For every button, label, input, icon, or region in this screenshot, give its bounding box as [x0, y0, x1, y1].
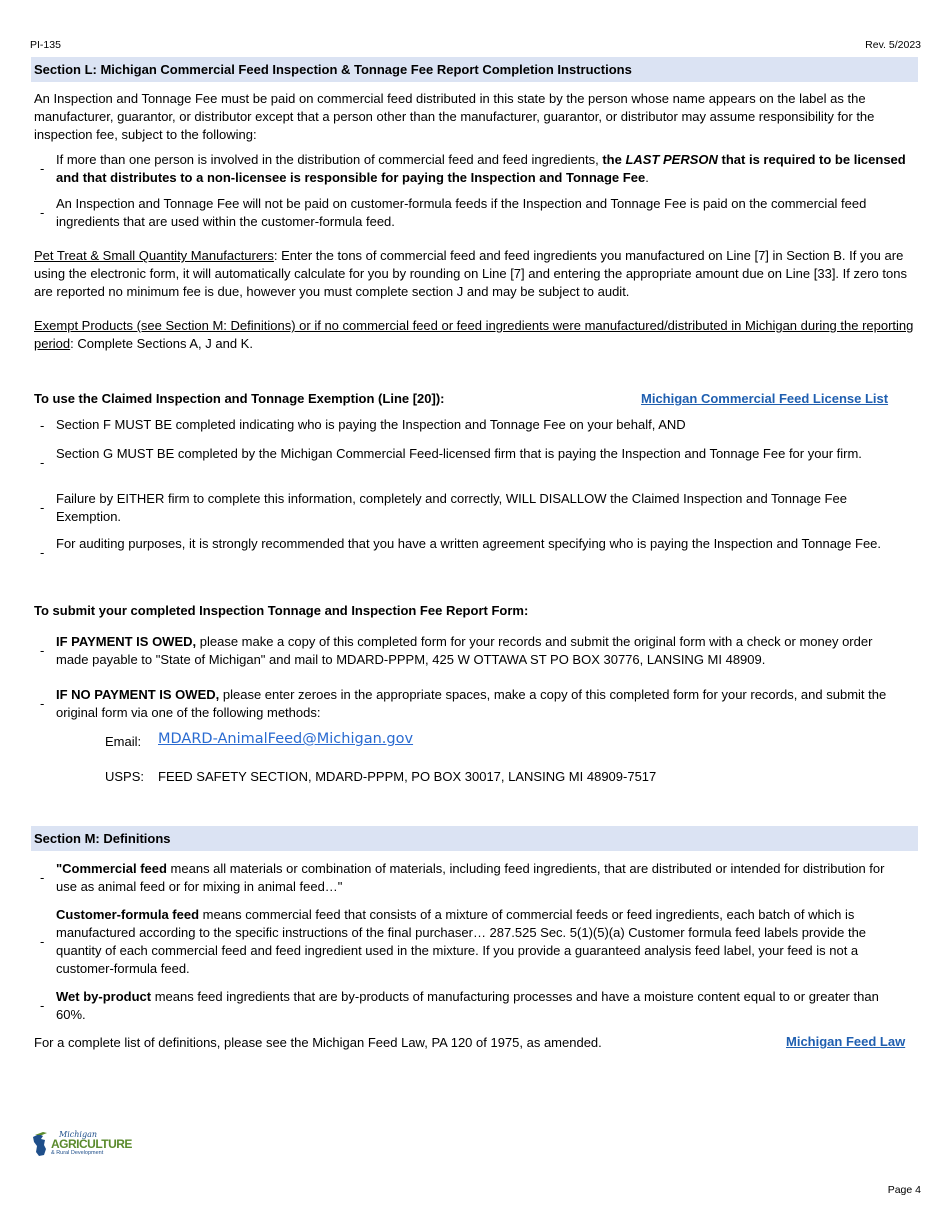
- list-item: [34, 195, 914, 231]
- mdard-logo: [31, 1131, 131, 1159]
- list-item: [34, 490, 914, 526]
- dash-bullet-icon: -: [40, 998, 45, 1013]
- submit-heading: To submit your completed Inspection Tonnage and Inspection Fee Report Form:: [34, 603, 529, 618]
- section-l-intro: An Inspection and Tonnage Fee must be paid on commercial feed distributed in this state by the person whose name appears on the label as the manufacturer, guarantor, or distributor except that a person other than the manufacturer, guarantor, or distributor may assume responsibility for the inspection fee, subject to the following:: [34, 91, 875, 142]
- dash-bullet-icon: -: [40, 500, 45, 515]
- revision-date: Rev. 5/2023: [865, 39, 921, 51]
- logo-top-text: Michigan: [59, 1130, 97, 1139]
- email-label: Email:: [105, 734, 142, 749]
- list-item: [34, 151, 914, 187]
- claimed-exemption-heading: To use the Claimed Inspection and Tonnage Exemption (Line [20]):: [34, 391, 445, 406]
- pet-treat-paragraph: Pet Treat & Small Quantity Manufacturers: Enter the tons of commercial feed and feed ingredients you manufactured on Line [7] in Section B. If you are using the electronic form, it will automatically calculate for you by rounding on Line [7] and entering the appropriate amount due on Line [33]. If zero tons are reported no minimum fee is due, however you must complete section J and may be subject to audit.: [34, 248, 907, 299]
- bullet-text: For auditing purposes, it is strongly recommended that you have a written agreement specifying who is paying the Inspection and Tonnage Fee.: [56, 536, 882, 551]
- dash-bullet-icon: -: [40, 545, 45, 560]
- bullet-text: IF NO PAYMENT IS OWED, please enter zeroes in the appropriate spaces, make a copy of this completed form for your records, and submit the original form via one of the following methods:: [56, 687, 887, 720]
- list-item: [34, 535, 914, 571]
- page-number: Page 4: [887, 1184, 921, 1196]
- definition-text: Wet by-product means feed ingredients that are by-products of manufacturing processes and have a moisture content equal to or greater than 60%.: [56, 989, 879, 1022]
- list-item: [34, 860, 914, 896]
- section-m-title: Section M: Definitions: [31, 826, 918, 851]
- definition-text: Customer-formula feed means commercial feed that consists of a mixture of commercial feeds or feed ingredients, each batch of which is manufactured according to the specific instructions of the final purchaser… 287.525 Sec. 5(1)(5)(a) Customer formula feed labels provide the quantity of each commercial feed and feed ingredient used in the mixture. If you provide a guaranteed analysis feed label, your feed is not a customer-formula feed.: [56, 907, 867, 976]
- list-item: [34, 906, 914, 978]
- bullet-text: IF PAYMENT IS OWED, please make a copy of this completed form for your records and submit the original form with a check or money order made payable to "State of Michigan" and mail to MDARD-PPPM, 425 W OTTAWA ST PO BOX 30776, LANSING MI 48909.: [56, 634, 873, 667]
- list-item: [34, 445, 914, 481]
- feed-law-link[interactable]: Michigan Feed Law: [786, 1034, 906, 1049]
- list-item: [34, 416, 914, 434]
- exempt-products-paragraph: Exempt Products (see Section M: Definitions) or if no commercial feed or feed ingredients were manufactured/distributed in Michigan during the reporting period: Complete Sections A, J and K.: [34, 318, 914, 351]
- dash-bullet-icon: -: [40, 418, 45, 433]
- dash-bullet-icon: -: [40, 161, 45, 176]
- dash-bullet-icon: -: [40, 934, 45, 949]
- bullet-text: If more than one person is involved in the distribution of commercial feed and feed ingredients, the LAST PERSON that is required to be licensed and that distributes to a non-licensee is responsible for paying the Inspection and Tonnage Fee.: [56, 152, 906, 185]
- list-item: [34, 988, 914, 1024]
- list-item: [34, 686, 914, 722]
- email-link[interactable]: MDARD-AnimalFeed@Michigan.gov: [158, 731, 414, 747]
- dash-bullet-icon: -: [40, 870, 45, 885]
- bullet-text: Failure by EITHER firm to complete this information, completely and correctly, WILL DISALLOW the Claimed Inspection and Tonnage Fee Exemption.: [56, 491, 847, 524]
- logo-sub-text: & Rural Development: [51, 1150, 104, 1156]
- usps-label: USPS:: [105, 769, 145, 784]
- dash-bullet-icon: -: [40, 455, 45, 470]
- bullet-text: Section G MUST BE completed by the Michigan Commercial Feed-licensed firm that is paying the Inspection and Tonnage Fee for your firm.: [56, 446, 862, 461]
- section-l-title: Section L: Michigan Commercial Feed Inspection & Tonnage Fee Report Completion Instructions: [31, 57, 918, 82]
- license-list-link[interactable]: Michigan Commercial Feed License List: [641, 391, 889, 406]
- dash-bullet-icon: -: [40, 643, 45, 658]
- definitions-closing: For a complete list of definitions, please see the Michigan Feed Law, PA 120 of 1975, as amended.: [34, 1035, 602, 1050]
- dash-bullet-icon: -: [40, 205, 45, 220]
- form-id: PI-135: [30, 39, 61, 51]
- bullet-text: Section F MUST BE completed indicating who is paying the Inspection and Tonnage Fee on your behalf, AND: [56, 417, 686, 432]
- bullet-text: An Inspection and Tonnage Fee will not be paid on customer-formula feeds if the Inspection and Tonnage Fee is paid on the commercial feed ingredients that are used within the customer-formula feed.: [56, 196, 867, 229]
- dash-bullet-icon: -: [40, 696, 45, 711]
- logo-main-text: AGRICULTURE: [51, 1137, 132, 1151]
- list-item: [34, 633, 914, 669]
- usps-address: FEED SAFETY SECTION, MDARD-PPPM, PO BOX 30017, LANSING MI 48909-7517: [158, 769, 657, 784]
- definition-text: "Commercial feed means all materials or combination of materials, including feed ingredients, that are distributed or intended for distribution for use as animal feed or for mixing in animal feed…": [56, 861, 885, 894]
